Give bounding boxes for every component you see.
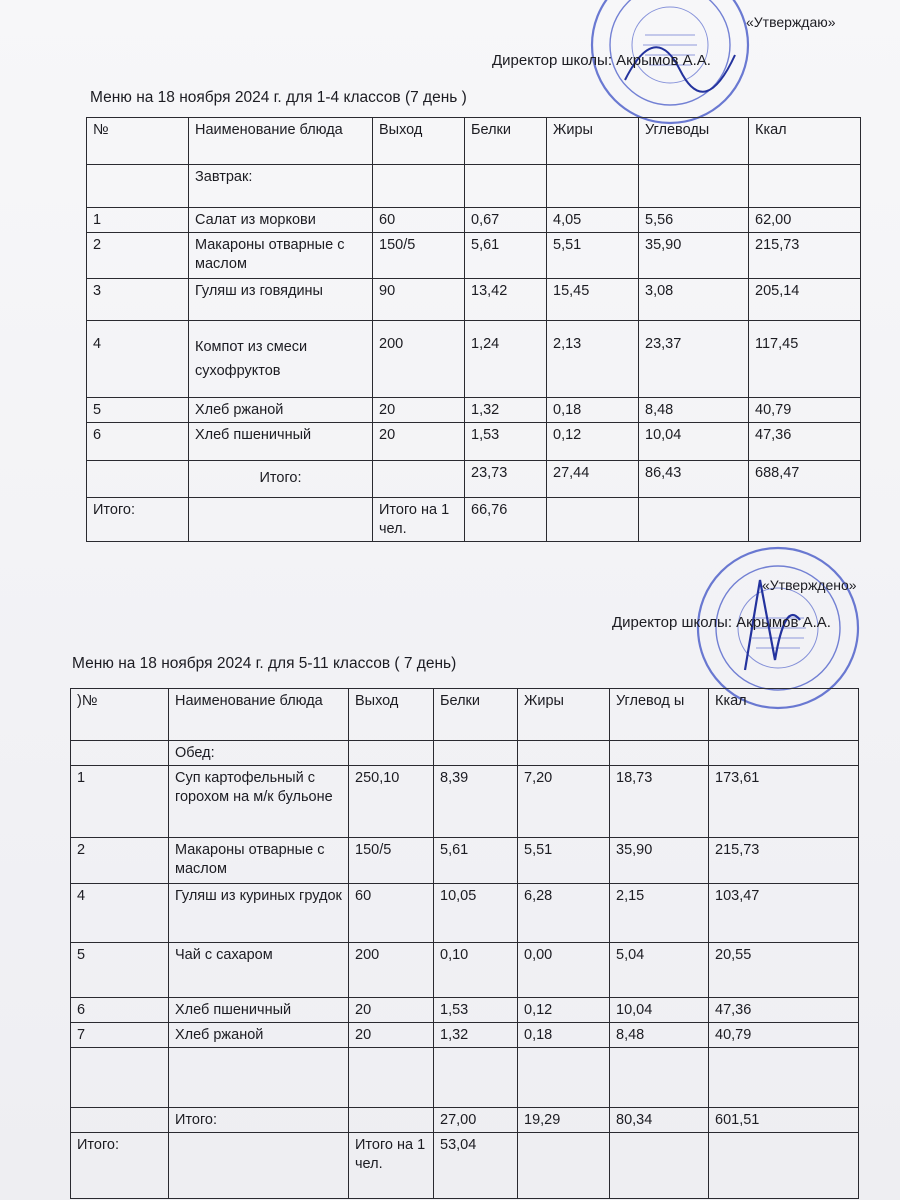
subtotal-label: Итого: [169, 1108, 349, 1133]
per-person-label: Итого на 1 чел. [349, 1133, 434, 1199]
cell: 1,32 [434, 1023, 518, 1048]
empty-row [71, 1048, 859, 1108]
cell: 8,48 [639, 398, 749, 423]
cell: 35,90 [610, 838, 709, 884]
table-row [71, 943, 859, 998]
cell: 5,61 [434, 838, 518, 884]
cell: 40,79 [709, 1023, 859, 1048]
subtotal-row [71, 1108, 859, 1133]
cell: 1 [87, 208, 189, 233]
cell: 62,00 [749, 208, 861, 233]
cell: 150/5 [349, 838, 434, 884]
cell: 250,10 [349, 766, 434, 838]
cell: 5,61 [465, 233, 547, 279]
cell: 90 [373, 279, 465, 321]
cell: 5 [71, 943, 169, 998]
per-person-row [87, 498, 861, 542]
cell: 215,73 [749, 233, 861, 279]
header-cell: Ккал [709, 689, 859, 741]
section-row [87, 165, 861, 208]
subtotal-label: Итого: [189, 461, 373, 498]
cell: 40,79 [749, 398, 861, 423]
header-cell: Наименование блюда [189, 118, 373, 165]
cell: 173,61 [709, 766, 859, 838]
header-cell: Белки [434, 689, 518, 741]
cell: 6 [71, 998, 169, 1023]
table-row [87, 233, 861, 279]
cell: 688,47 [749, 461, 861, 498]
subtotal-row [87, 461, 861, 498]
header-cell: Выход [349, 689, 434, 741]
cell: 0,10 [434, 943, 518, 998]
cell: 2,15 [610, 884, 709, 943]
cell: 3 [87, 279, 189, 321]
cell: 6 [87, 423, 189, 461]
cell: 13,42 [465, 279, 547, 321]
cell: 117,45 [749, 321, 861, 398]
cell: 0,67 [465, 208, 547, 233]
table-row [87, 398, 861, 423]
table-row [87, 321, 861, 398]
cell: 15,45 [547, 279, 639, 321]
cell: 0,12 [518, 998, 610, 1023]
cell: 0,00 [518, 943, 610, 998]
cell: 20 [373, 423, 465, 461]
header-cell: Углевод ы [610, 689, 709, 741]
meal-section-label: Обед: [169, 741, 349, 766]
header-cell: Выход [373, 118, 465, 165]
header-cell: Жиры [518, 689, 610, 741]
cell: 47,36 [749, 423, 861, 461]
cell: 200 [373, 321, 465, 398]
total-label: Итого: [87, 498, 189, 542]
header-cell: Ккал [749, 118, 861, 165]
director-signature-line: Директор школы: Акрымов А.А. [492, 52, 711, 69]
cell: 0,18 [547, 398, 639, 423]
cell: 80,34 [610, 1108, 709, 1133]
cell: 1,53 [434, 998, 518, 1023]
table-row [87, 423, 861, 461]
cell: 103,47 [709, 884, 859, 943]
header-cell: Наименование блюда [169, 689, 349, 741]
cell: 601,51 [709, 1108, 859, 1133]
dish-name: Макароны отварные с маслом [169, 838, 349, 884]
director-signature-line: Директор школы: Акрымов А.А. [612, 614, 831, 631]
cell: 205,14 [749, 279, 861, 321]
cell: 1,32 [465, 398, 547, 423]
menu-title: Меню на 18 ноября 2024 г. для 5-11 классов ( 7 день) [72, 655, 457, 672]
cell: 20 [349, 1023, 434, 1048]
cell: 35,90 [639, 233, 749, 279]
cell: 1,53 [465, 423, 547, 461]
dish-name: Суп картофельный с горохом на м/к бульоне [169, 766, 349, 838]
cell: 7 [71, 1023, 169, 1048]
header-cell: Белки [465, 118, 547, 165]
cell: 47,36 [709, 998, 859, 1023]
table-row [87, 208, 861, 233]
approval-label: «Утверждаю» [746, 14, 836, 30]
dish-name: Хлеб пшеничный [169, 998, 349, 1023]
cell: 5 [87, 398, 189, 423]
cell: 1 [71, 766, 169, 838]
cell: 2 [87, 233, 189, 279]
cell: 20 [373, 398, 465, 423]
cell: 5,51 [518, 838, 610, 884]
table-row [71, 838, 859, 884]
dish-name: Хлеб ржаной [189, 398, 373, 423]
approval-label: «Утверждено» [762, 577, 857, 593]
cell: 10,04 [639, 423, 749, 461]
table-row [71, 998, 859, 1023]
cell: 2,13 [547, 321, 639, 398]
cell: 4,05 [547, 208, 639, 233]
menu-title: Меню на 18 ноября 2024 г. для 1-4 классов (7 день ) [90, 89, 467, 106]
header-cell: )№ [71, 689, 169, 741]
dish-name: Салат из моркови [189, 208, 373, 233]
total-label: Итого: [71, 1133, 169, 1199]
menu-table-senior [70, 688, 859, 1199]
cell: 3,08 [639, 279, 749, 321]
table-row [71, 884, 859, 943]
menu-table-primary [86, 117, 861, 542]
cell: 2 [71, 838, 169, 884]
cell: 215,73 [709, 838, 859, 884]
cell: 8,39 [434, 766, 518, 838]
cell: 5,56 [639, 208, 749, 233]
cell: 18,73 [610, 766, 709, 838]
cell: 4 [71, 884, 169, 943]
cell: 150/5 [373, 233, 465, 279]
cell: 0,18 [518, 1023, 610, 1048]
table-row [71, 766, 859, 838]
cell: 5,04 [610, 943, 709, 998]
dish-name: Макароны отварные с маслом [189, 233, 373, 279]
table-row [71, 1023, 859, 1048]
dish-name: Гуляш из куриных грудок [169, 884, 349, 943]
dish-name: Хлеб пшеничный [189, 423, 373, 461]
cell: 86,43 [639, 461, 749, 498]
section-row [71, 741, 859, 766]
table-header-row [87, 118, 861, 165]
cell: 19,29 [518, 1108, 610, 1133]
cell: 27,44 [547, 461, 639, 498]
dish-name: Хлеб ржаной [169, 1023, 349, 1048]
table-header-row [71, 689, 859, 741]
per-person-value: 66,76 [465, 498, 547, 542]
dish-name: Гуляш из говядины [189, 279, 373, 321]
cell: 23,73 [465, 461, 547, 498]
cell: 20,55 [709, 943, 859, 998]
table-row [87, 279, 861, 321]
per-person-label: Итого на 1 чел. [373, 498, 465, 542]
cell: 23,37 [639, 321, 749, 398]
per-person-row [71, 1133, 859, 1199]
cell: 60 [373, 208, 465, 233]
dish-name: Чай с сахаром [169, 943, 349, 998]
header-cell: Жиры [547, 118, 639, 165]
cell: 10,04 [610, 998, 709, 1023]
cell: 8,48 [610, 1023, 709, 1048]
cell: 4 [87, 321, 189, 398]
cell: 0,12 [547, 423, 639, 461]
cell: 10,05 [434, 884, 518, 943]
cell: 6,28 [518, 884, 610, 943]
header-cell: № [87, 118, 189, 165]
meal-section-label: Завтрак: [189, 165, 373, 208]
per-person-value: 53,04 [434, 1133, 518, 1199]
dish-name: Компот из смеси сухофруктов [189, 321, 373, 398]
cell: 7,20 [518, 766, 610, 838]
cell: 1,24 [465, 321, 547, 398]
cell: 27,00 [434, 1108, 518, 1133]
cell: 5,51 [547, 233, 639, 279]
cell: 20 [349, 998, 434, 1023]
cell: 200 [349, 943, 434, 998]
header-cell: Углеводы [639, 118, 749, 165]
cell: 60 [349, 884, 434, 943]
